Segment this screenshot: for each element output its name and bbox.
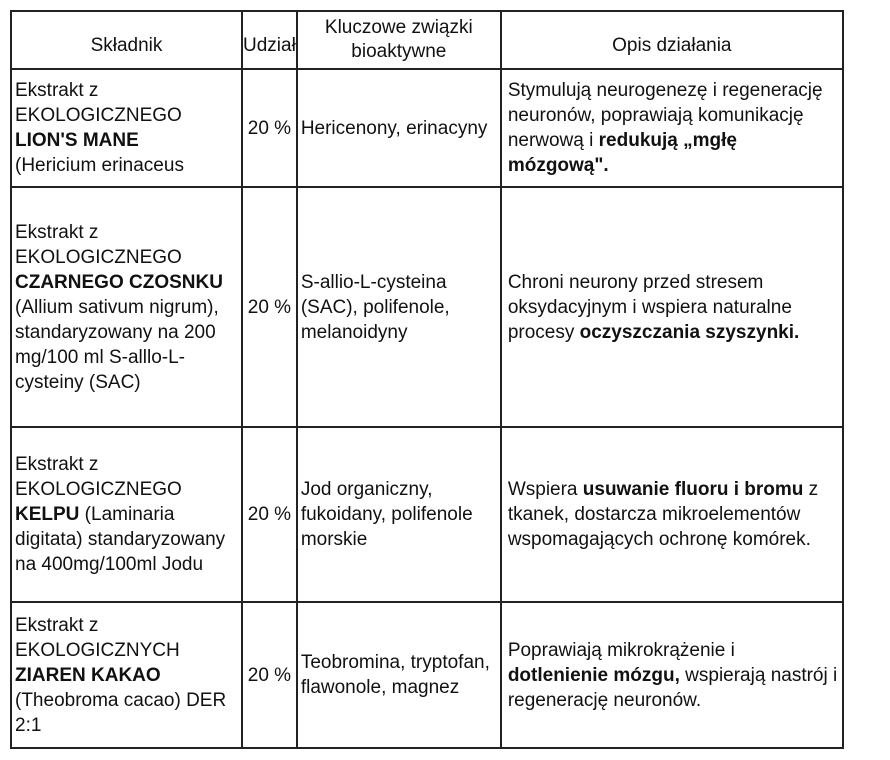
ingredients-table <box>10 10 844 749</box>
table-row <box>11 427 843 602</box>
ingredient-latin: (Theobroma cacao) DER 2:1 <box>15 689 227 736</box>
ingredient-name: ZIAREN KAKAO <box>15 664 161 686</box>
header-compounds: Kluczowe związki bioaktywne <box>297 11 501 69</box>
desc-highlight: usuwanie fluoru i bromu <box>582 479 804 500</box>
desc-highlight: redukują „mgłę mózgową". <box>507 130 737 176</box>
ingredient-prefix: Ekstrakt z EKOLOGICZNEGO <box>15 80 182 126</box>
header-description: Opis działania <box>501 11 843 69</box>
desc-text: Wspiera <box>507 479 583 500</box>
header-share: Udział <box>242 11 297 69</box>
compounds-cell: Teobromina, tryptofan, flawonole, magnez <box>297 602 501 748</box>
desc-text-after: z tkanek, dostarcza mikroelementów wspomagających ochronę komórek. <box>507 479 819 550</box>
description-cell <box>501 69 843 187</box>
ingredient-prefix: Ekstrakt z EKOLOGICZNYCH <box>15 614 180 661</box>
ingredient-latin: (Hericium erinaceus <box>15 155 184 176</box>
ingredient-prefix: Ekstrakt z EKOLOGICZNEGO <box>15 221 182 268</box>
desc-text: Chroni neurony przed stresem oksydacyjnym i wspiera naturalne procesy <box>507 271 792 343</box>
share-cell: 20 % <box>242 69 297 187</box>
desc-highlight: oczyszczania szyszynki. <box>579 321 800 343</box>
ingredient-cell <box>11 602 242 748</box>
desc-text: Stymulują neurogenezę i regenerację neuronów, poprawiają komunikację nerwową i <box>507 80 823 151</box>
description-cell <box>501 427 843 602</box>
table-row <box>11 69 843 187</box>
share-cell: 20 % <box>242 602 297 748</box>
ingredient-latin: (Laminaria digitata) standaryzowany na 400mg/100ml Jodu <box>15 504 226 575</box>
share-cell: 20 % <box>242 187 297 427</box>
ingredient-latin: (Allium sativum nigrum), standaryzowany na 200 mg/100 ml S-alllo-L-cysteiny (SAC) <box>15 296 219 393</box>
compounds-cell: Hericenony, erinacyny <box>297 69 501 187</box>
table-row <box>11 602 843 748</box>
compounds-cell: S-allio-L-cysteina (SAC), polifenole, melanoidyny <box>297 187 501 427</box>
ingredient-name: CZARNEGO CZOSNKU <box>15 271 223 293</box>
header-row <box>11 11 843 69</box>
ingredient-cell <box>11 187 242 427</box>
ingredient-name: LION'S MANE <box>15 130 139 151</box>
table-row <box>11 187 843 427</box>
ingredient-prefix: Ekstrakt z EKOLOGICZNEGO <box>15 454 182 500</box>
header-ingredient: Składnik <box>11 11 242 69</box>
description-cell <box>501 602 843 748</box>
desc-text-after: wspierają nastrój i regenerację neuronów. <box>507 664 838 711</box>
compounds-cell: Jod organiczny, fukoidany, polifenole morskie <box>297 427 501 602</box>
ingredient-cell <box>11 427 242 602</box>
share-cell: 20 % <box>242 427 297 602</box>
desc-text: Poprawiają mikrokrążenie i <box>507 639 735 661</box>
ingredient-name: KELPU <box>15 504 80 525</box>
description-cell <box>501 187 843 427</box>
desc-highlight: dotlenienie mózgu, <box>507 664 680 686</box>
ingredient-cell <box>11 69 242 187</box>
